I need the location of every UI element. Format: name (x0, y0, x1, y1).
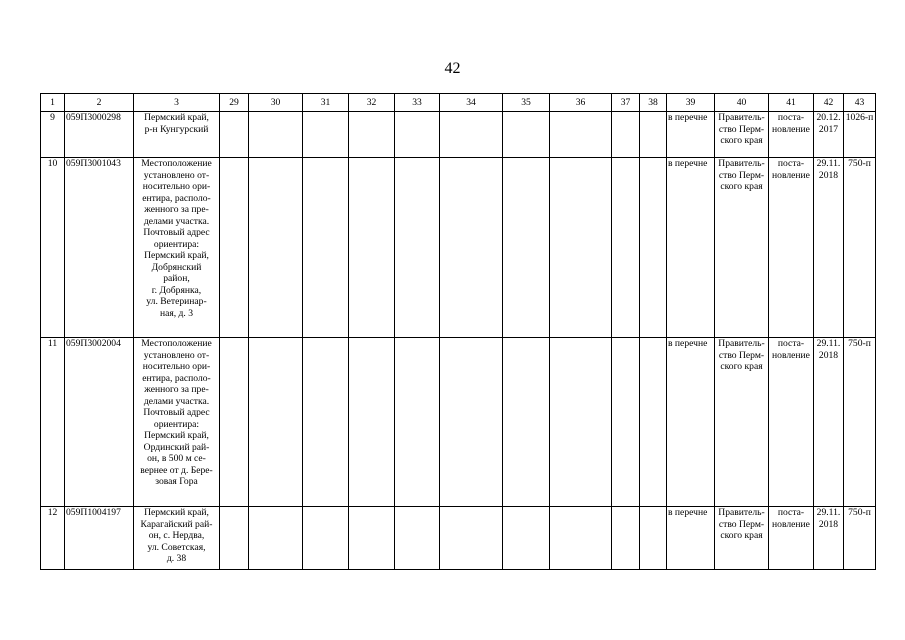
status-cell: в перечне (667, 338, 715, 507)
cell-line: он, в 500 м се- (147, 453, 206, 464)
empty-cell (503, 158, 550, 338)
column-header-30: 30 (249, 94, 303, 112)
column-header-35: 35 (503, 94, 550, 112)
empty-cell (550, 507, 612, 570)
cell-line: ориентира: (153, 238, 200, 250)
doc-number-cell: 750-п (844, 507, 876, 570)
cell-line: 29.11. (816, 158, 841, 169)
table-row (41, 507, 876, 570)
cell-line: 29.11. (816, 507, 841, 518)
cell-line: зовая Гора (155, 476, 198, 487)
empty-cell (550, 158, 612, 338)
cell-line: женного за пре- (144, 384, 209, 395)
column-header-36: 36 (550, 94, 612, 112)
table-row (41, 338, 876, 507)
empty-cell (440, 507, 503, 570)
doc-type-cell (769, 507, 814, 570)
cell-line: Карагайский рай- (140, 518, 213, 530)
column-header-43: 43 (844, 94, 876, 112)
empty-cell (640, 338, 667, 507)
authority-cell (715, 158, 769, 338)
cell-line: Почтовый адрес (143, 407, 210, 418)
empty-cell (612, 507, 640, 570)
cell-line: вернее от д. Бере- (140, 464, 213, 476)
page-number: 42 (444, 60, 461, 77)
status-cell: в перечне (667, 158, 715, 338)
date-cell (814, 112, 844, 158)
cell-line: ентира, располо- (142, 372, 211, 384)
doc-type-cell (769, 338, 814, 507)
column-header-2: 2 (65, 94, 134, 112)
cell-line: новление (772, 518, 810, 530)
column-header-37: 37 (612, 94, 640, 112)
cell-line: он, с. Нердва, (148, 530, 205, 541)
empty-cell (550, 338, 612, 507)
doc-type-cell (769, 112, 814, 158)
empty-cell (395, 112, 440, 158)
column-header-34: 34 (440, 94, 503, 112)
empty-cell (440, 158, 503, 338)
cell-line: ство Перм- (718, 349, 765, 361)
cell-line: район, (163, 273, 190, 284)
cell-line: ского края (720, 135, 763, 146)
column-header-42: 42 (814, 94, 844, 112)
cell-line: поста- (777, 507, 805, 518)
cell-line: делами участка. (143, 215, 210, 227)
cell-line: р-н Кунгурский (144, 123, 209, 135)
cell-line: женного за пре- (144, 204, 209, 215)
cell-line: делами участка. (143, 395, 210, 407)
empty-cell (249, 112, 303, 158)
cell-line: Пермский край, (144, 430, 209, 441)
column-header-40: 40 (715, 94, 769, 112)
status-cell: в перечне (667, 112, 715, 158)
empty-cell (612, 338, 640, 507)
cell-line: ского края (720, 530, 763, 541)
date-cell (814, 507, 844, 570)
column-header-39: 39 (667, 94, 715, 112)
doc-number-cell: 750-п (844, 338, 876, 507)
row-number-cell: 11 (41, 338, 65, 507)
cell-line: Правитель- (718, 112, 765, 123)
address-cell (134, 158, 220, 338)
cell-line: 2018 (818, 169, 839, 181)
cell-line: ул. Ветеринар- (146, 296, 207, 307)
column-header-38: 38 (640, 94, 667, 112)
empty-cell (249, 338, 303, 507)
empty-cell (395, 507, 440, 570)
cell-line: Местоположение (141, 158, 212, 169)
empty-cell (395, 158, 440, 338)
column-header-32: 32 (349, 94, 395, 112)
register-table (40, 93, 876, 570)
doc-number-cell: 1026-п (844, 112, 876, 158)
empty-cell (220, 507, 249, 570)
empty-cell (612, 158, 640, 338)
cell-line: Правитель- (718, 158, 765, 169)
cell-line: Пермский край, (144, 507, 209, 518)
authority-cell (715, 338, 769, 507)
doc-number-cell: 750-п (844, 158, 876, 338)
empty-cell (303, 507, 349, 570)
cell-line: ство Перм- (718, 123, 765, 135)
cell-line: 20.12. (816, 112, 841, 123)
empty-cell (303, 338, 349, 507)
address-cell (134, 507, 220, 570)
empty-cell (612, 112, 640, 158)
header-row (41, 94, 876, 112)
cell-line: ориентира: (153, 418, 200, 430)
column-header-31: 31 (303, 94, 349, 112)
empty-cell (503, 112, 550, 158)
empty-cell (640, 507, 667, 570)
cell-line: новление (772, 123, 810, 135)
column-header-1: 1 (41, 94, 65, 112)
address-cell (134, 112, 220, 158)
cell-line: ство Перм- (718, 518, 765, 530)
cell-line: Правитель- (718, 338, 765, 349)
code-cell: 059П3001043 (65, 158, 134, 338)
empty-cell (395, 338, 440, 507)
date-cell (814, 338, 844, 507)
cell-line: Пермский край, (144, 250, 209, 261)
empty-cell (349, 338, 395, 507)
cell-line: установлено от- (143, 169, 210, 181)
cell-line: ского края (720, 361, 763, 372)
row-number-cell: 12 (41, 507, 65, 570)
column-header-33: 33 (395, 94, 440, 112)
code-cell: 059П3000298 (65, 112, 134, 158)
empty-cell (503, 507, 550, 570)
column-header-3: 3 (134, 94, 220, 112)
empty-cell (503, 338, 550, 507)
address-cell (134, 338, 220, 507)
cell-line: ского края (720, 181, 763, 192)
empty-cell (249, 158, 303, 338)
empty-cell (303, 158, 349, 338)
status-cell: в перечне (667, 507, 715, 570)
column-header-29: 29 (220, 94, 249, 112)
cell-line: ул. Советская, (147, 541, 206, 553)
cell-line: Пермский край, (144, 112, 209, 123)
code-cell: 059П1004197 (65, 507, 134, 570)
cell-line: Почтовый адрес (143, 227, 210, 238)
empty-cell (220, 112, 249, 158)
empty-cell (349, 507, 395, 570)
cell-line: Местоположение (141, 338, 212, 349)
cell-line: поста- (777, 158, 805, 169)
code-cell: 059П3002004 (65, 338, 134, 507)
empty-cell (349, 158, 395, 338)
table-row (41, 112, 876, 158)
cell-line: ство Перм- (718, 169, 765, 181)
row-number-cell: 9 (41, 112, 65, 158)
cell-line: носительно ори- (142, 361, 211, 372)
empty-cell (220, 158, 249, 338)
cell-line: новление (772, 169, 810, 181)
cell-line: д. 38 (166, 553, 187, 564)
empty-cell (249, 507, 303, 570)
empty-cell (640, 112, 667, 158)
empty-cell (349, 112, 395, 158)
cell-line: 2018 (818, 518, 839, 530)
cell-line: г. Добрянка, (151, 284, 202, 296)
cell-line: новление (772, 349, 810, 361)
cell-line: ентира, располо- (142, 192, 211, 204)
empty-cell (303, 112, 349, 158)
cell-line: установлено от- (143, 349, 210, 361)
column-header-41: 41 (769, 94, 814, 112)
table-row (41, 158, 876, 338)
doc-type-cell (769, 158, 814, 338)
empty-cell (440, 112, 503, 158)
empty-cell (550, 112, 612, 158)
cell-line: Правитель- (718, 507, 765, 518)
cell-line: Добрянский (151, 261, 202, 273)
cell-line: ная, д. 3 (159, 307, 194, 319)
cell-line: Ординский рай- (143, 441, 210, 453)
empty-cell (640, 158, 667, 338)
authority-cell (715, 507, 769, 570)
empty-cell (220, 338, 249, 507)
date-cell (814, 158, 844, 338)
cell-line: носительно ори- (142, 181, 211, 192)
cell-line: 2017 (818, 123, 839, 135)
cell-line: 29.11. (816, 338, 841, 349)
cell-line: поста- (777, 338, 805, 349)
cell-line: 2018 (818, 349, 839, 361)
row-number-cell: 10 (41, 158, 65, 338)
authority-cell (715, 112, 769, 158)
cell-line: поста- (777, 112, 805, 123)
empty-cell (440, 338, 503, 507)
